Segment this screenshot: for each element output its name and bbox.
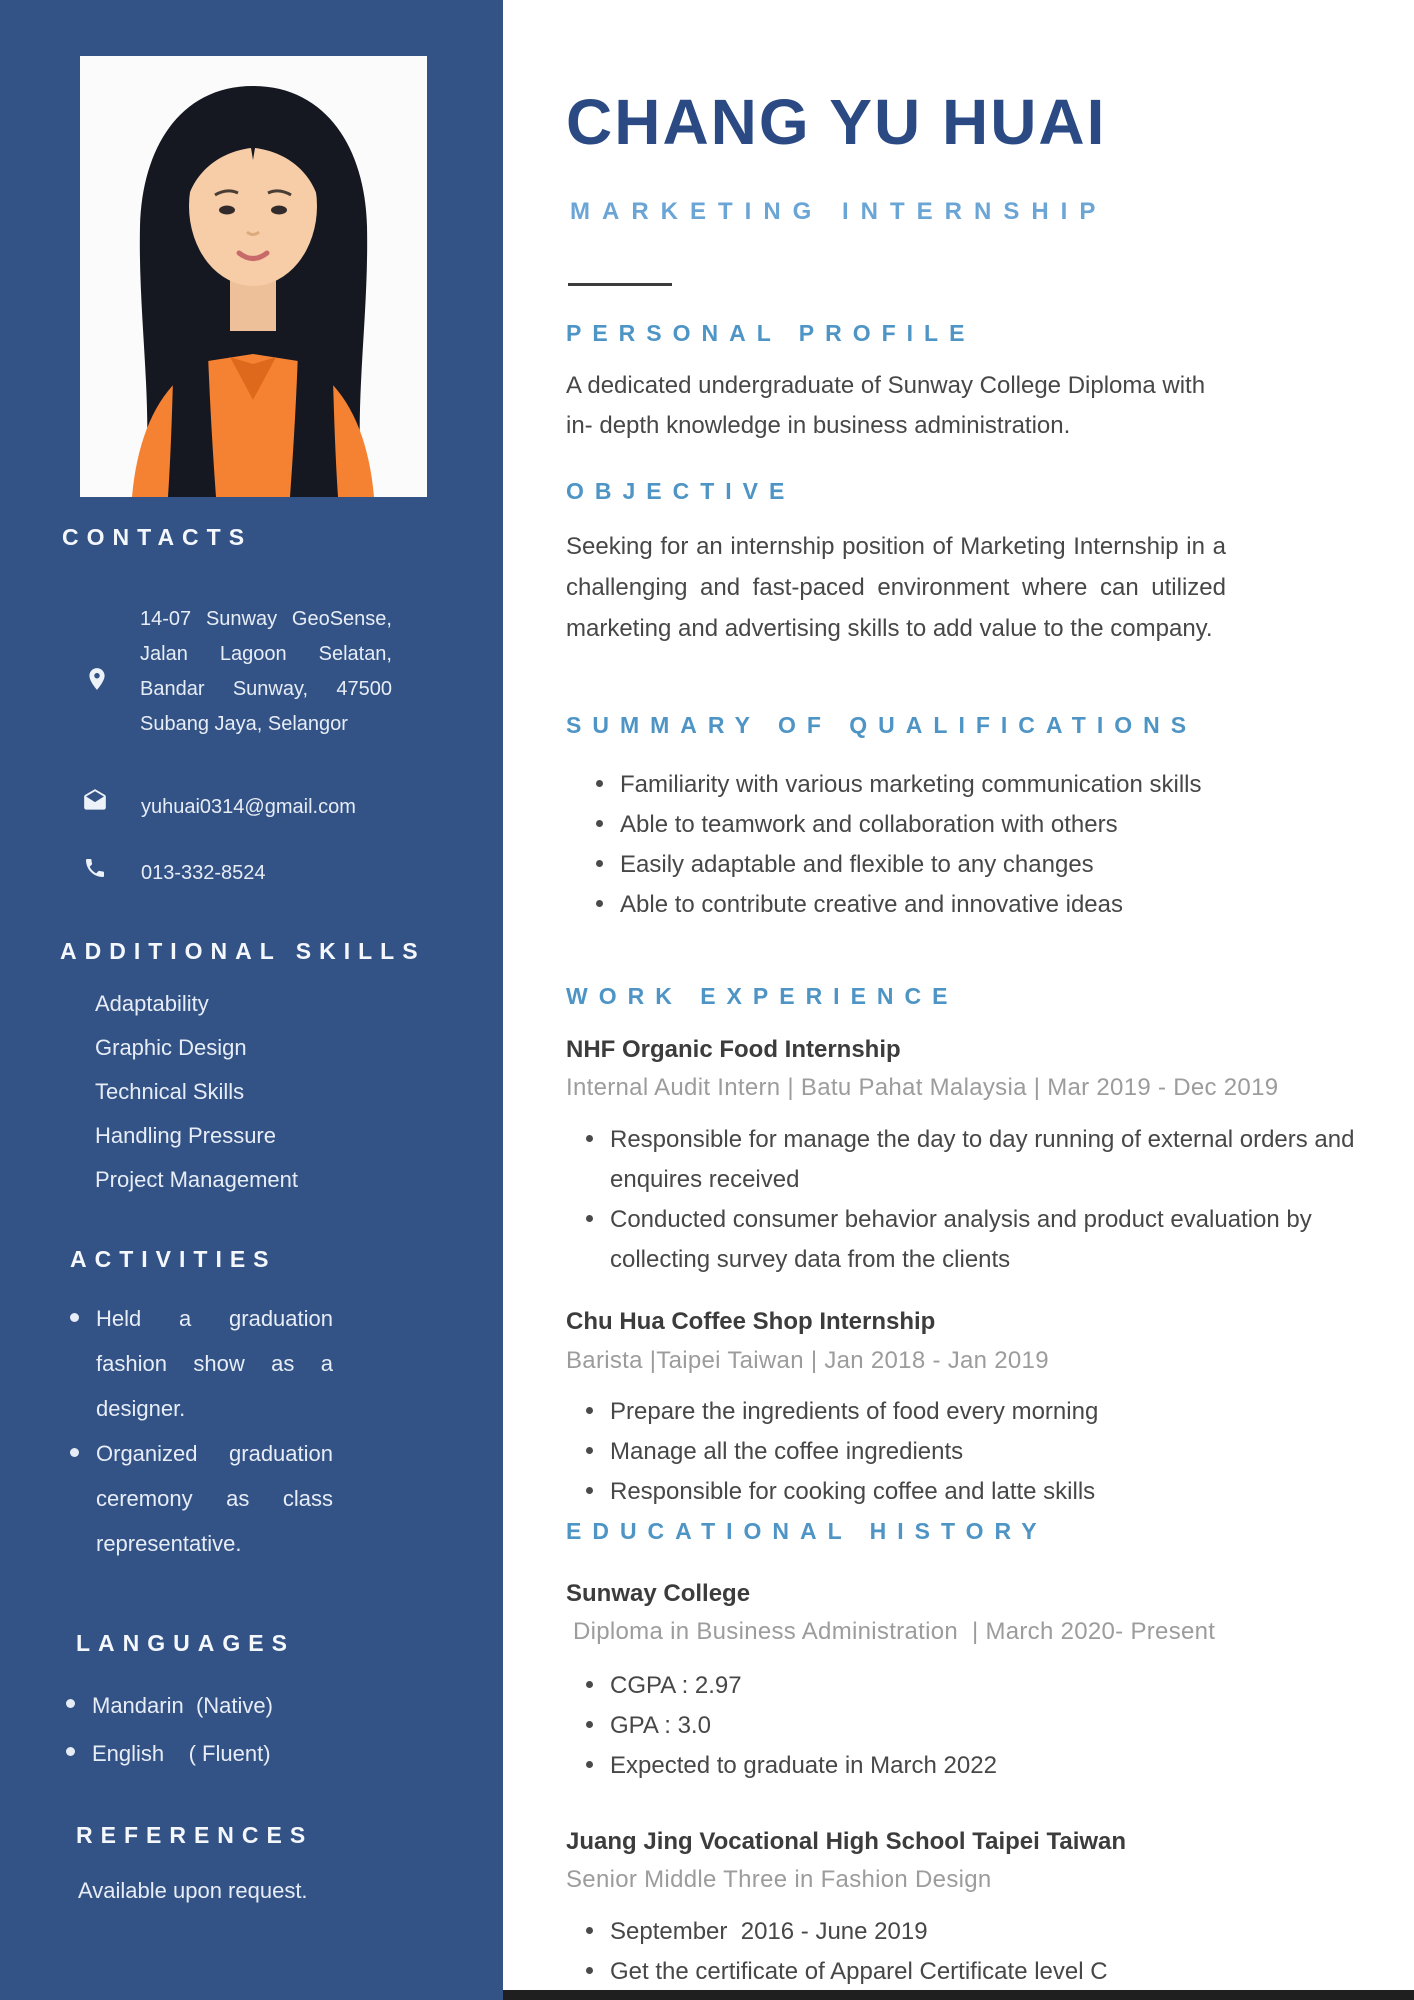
- school-meta: Diploma in Business Administration | March 2020- Present: [566, 1618, 1216, 1645]
- personal-profile-text: A dedicated undergraduate of Sunway College Diploma with in- depth knowledge in business administration.: [566, 372, 1206, 439]
- sidebar: [0, 0, 503, 2000]
- envelope-icon: [82, 788, 108, 814]
- school-bullet: GPA : 3.0: [578, 1706, 1400, 1746]
- summary-item: Familiarity with various marketing communication skills: [588, 765, 1240, 805]
- education-heading: EDUCATIONAL HISTORY: [566, 1518, 1048, 1544]
- phone-handset-icon: [83, 856, 107, 880]
- work-experience-heading: WORK EXPERIENCE: [566, 983, 959, 1009]
- school-bullet: Expected to graduate in March 2022: [578, 1746, 1400, 1786]
- activity-item: Held a graduation fashion show as a designer.: [68, 1296, 333, 1431]
- skill-item: Adaptability: [95, 991, 209, 1016]
- header-divider: [568, 283, 672, 286]
- school-meta: Senior Middle Three in Fashion Design: [566, 1866, 992, 1893]
- address-text: 14-07 Sunway GeoSense, Jalan Lagoon Selatan, Bandar Sunway, 47500 Subang Jaya, Selangor: [140, 608, 392, 735]
- language-item: Mandarin (Native): [64, 1682, 273, 1730]
- objective-text: Seeking for an internship position of Marketing Internship in a challenging and fast-paced environment where can utilized marketing and advertising skills to add value to the company.: [566, 533, 1226, 642]
- references-note: Available upon request.: [78, 1878, 308, 1903]
- school-bullet: CGPA : 2.97: [578, 1666, 1400, 1706]
- languages-heading: LANGUAGES: [76, 1630, 295, 1656]
- school-title: Sunway College: [566, 1580, 751, 1607]
- school-title: Juang Jing Vocational High School Taipei Taiwan: [566, 1828, 1127, 1855]
- contacts-heading: CONTACTS: [62, 524, 253, 550]
- job-bullet: Conducted consumer behavior analysis and product evaluation by collecting survey data from the clients: [578, 1200, 1400, 1280]
- school-bullets: [578, 1666, 1400, 1786]
- additional-skills-list: [95, 982, 298, 1202]
- activities-heading: ACTIVITIES: [70, 1246, 277, 1272]
- school-bullet: Get the certificate of Apparel Certificate level C: [578, 1952, 1400, 1992]
- applicant-title: MARKETING INTERNSHIP: [570, 198, 1108, 225]
- applicant-photo: [80, 56, 427, 497]
- email-text: yuhuai0314@gmail.com: [141, 796, 356, 818]
- job-meta: Internal Audit Intern | Batu Pahat Malaysia | Mar 2019 - Dec 2019: [566, 1074, 1279, 1101]
- activities-list: [68, 1296, 333, 1566]
- skill-item: Graphic Design: [95, 1035, 247, 1060]
- skill-item: Technical Skills: [95, 1079, 245, 1104]
- objective-heading: OBJECTIVE: [566, 478, 796, 504]
- summary-heading: SUMMARY OF QUALIFICATIONS: [566, 712, 1198, 738]
- additional-skills-heading: ADDITIONAL SKILLS: [60, 938, 426, 964]
- school-bullets: [578, 1912, 1400, 1992]
- map-pin-icon: [84, 666, 110, 692]
- personal-profile-heading: PERSONAL PROFILE: [566, 320, 976, 346]
- job-title: NHF Organic Food Internship: [566, 1036, 901, 1063]
- summary-item: Able to contribute creative and innovative ideas: [588, 885, 1240, 925]
- applicant-name: CHANG YU HUAI: [566, 86, 1107, 158]
- phone-text: 013-332-8524: [141, 862, 266, 884]
- summary-list: [588, 765, 1240, 925]
- language-item: English ( Fluent): [64, 1730, 273, 1778]
- summary-item: Easily adaptable and flexible to any changes: [588, 845, 1240, 885]
- activity-item: Organized graduation ceremony as class representative.: [68, 1431, 333, 1566]
- skill-item: Project Management: [95, 1167, 298, 1192]
- job-bullets: [578, 1120, 1400, 1280]
- job-bullet: Manage all the coffee ingredients: [578, 1432, 1400, 1472]
- job-bullet: Prepare the ingredients of food every morning: [578, 1392, 1400, 1432]
- job-title: Chu Hua Coffee Shop Internship: [566, 1308, 936, 1335]
- job-bullet: Responsible for cooking coffee and latte skills: [578, 1472, 1400, 1512]
- job-bullet: Responsible for manage the day to day running of external orders and enquires received: [578, 1120, 1400, 1200]
- page-bottom-edge: [503, 1990, 1414, 2000]
- references-heading: REFERENCES: [76, 1822, 314, 1848]
- portrait-illustration: [80, 56, 427, 497]
- skill-item: Handling Pressure: [95, 1123, 276, 1148]
- job-meta: Barista |Taipei Taiwan | Jan 2018 - Jan 2019: [566, 1347, 1049, 1374]
- job-bullets: [578, 1392, 1400, 1512]
- languages-list: [64, 1682, 273, 1778]
- summary-item: Able to teamwork and collaboration with others: [588, 805, 1240, 845]
- school-bullet: September 2016 - June 2019: [578, 1912, 1400, 1952]
